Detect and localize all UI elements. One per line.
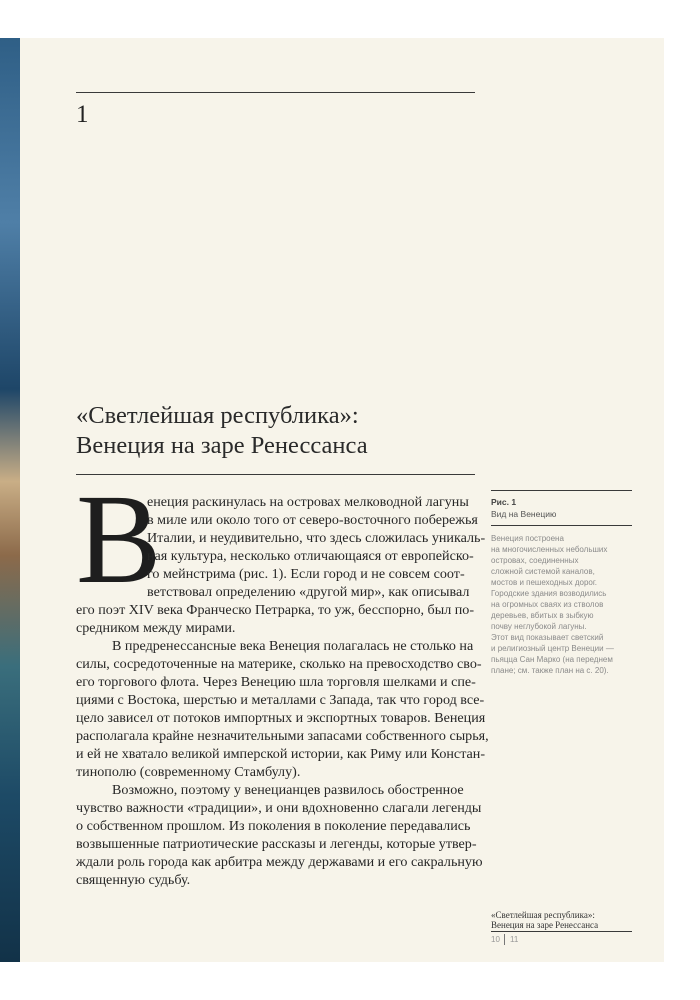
body-line: располагала крайне незначительными запасами собственного сырья, <box>76 728 489 744</box>
body-line: о собственном прошлом. Из поколения в поколение передавались <box>76 818 471 834</box>
body-line: енеция раскинулась на островах мелководной лагуны <box>147 494 469 510</box>
body-line: ветствовал определению «другой мир», как описывал <box>147 584 470 600</box>
page-number-right: 11 <box>510 935 519 944</box>
body-line: ная культура, несколько отличающаяся от европейско- <box>147 548 474 564</box>
footer-rule <box>491 931 632 932</box>
running-head-line-2: Венеция на заре Ренессанса <box>491 920 599 930</box>
body-line: средником между мирами. <box>76 620 236 636</box>
body-line: Возможно, поэтому у венецианцев развилось обостренное <box>112 782 464 798</box>
chapter-title-line-2: Венеция на заре Ренессанса <box>76 432 368 459</box>
page-number-left: 10 <box>491 935 500 944</box>
body-line: его поэт XIV века Франческо Петрарка, то уж, бесспорно, был по- <box>76 602 475 618</box>
body-line: и ей не хватало великой имперской истории, как Риму или Констан- <box>76 746 486 762</box>
body-line: возвышенные патриотические рассказы и легенды, которые утвер- <box>76 836 477 852</box>
body-line: цело зависел от потоков импортных и экспортных товаров. Венеция <box>76 710 486 726</box>
venice-photo-edge <box>0 38 20 962</box>
caption-line: деревьев, вбитых в зыбкую <box>491 611 594 620</box>
body-line: силы, сосредоточенные на материке, сколько на превосходство сво- <box>76 656 482 672</box>
caption-line: сложной системой каналов, <box>491 567 595 576</box>
body-line: ждали роль города как арбитра между державами и его сакральную <box>76 854 483 870</box>
body-line: го мейнстрима (рис. 1). Если город и не совсем соот- <box>147 566 465 582</box>
caption-line: пьяцца Сан Марко (на переднем <box>491 655 613 664</box>
caption-line: почву неглубокой лагуны. <box>491 622 587 631</box>
drop-cap: В <box>76 468 162 610</box>
body-line: в миле или около того от северо-восточного побережья <box>147 512 478 528</box>
chapter-rule <box>76 92 475 93</box>
caption-line: Этот вид показывает светский <box>491 633 604 642</box>
caption-rule-top <box>491 490 632 491</box>
body-line: Италии, и неудивительно, что здесь сложилась уникаль- <box>147 530 486 546</box>
caption-line: Городские здания возводились <box>491 589 607 598</box>
body-line: его торгового флота. Через Венецию шла торговля шелками и спе- <box>76 674 476 690</box>
running-head-line-1: «Светлейшая республика»: <box>491 910 595 920</box>
figure-title: Вид на Венецию <box>491 509 557 519</box>
caption-line: и религиозный центр Венеции — <box>491 644 614 653</box>
page-number-separator <box>504 934 505 945</box>
body-line: циями с Востока, шерстью и металлами с Запада, так что город все- <box>76 692 485 708</box>
caption-line: мостов и пешеходных дорог. <box>491 578 598 587</box>
caption-line: на огромных сваях из стволов <box>491 600 604 609</box>
caption-line: плане; см. также план на с. 20). <box>491 666 609 675</box>
caption-rule <box>491 525 632 526</box>
body-line: священную судьбу. <box>76 872 191 888</box>
chapter-title-line-1: «Светлейшая республика»: <box>76 402 359 429</box>
caption-line: на многочисленных небольших <box>491 545 608 554</box>
caption-line: Венеция построена <box>491 534 564 543</box>
caption-line: островах, соединенных <box>491 556 579 565</box>
figure-label: Рис. 1 <box>491 497 517 507</box>
body-line: тинополю (современному Стамбулу). <box>76 764 301 780</box>
body-line: В предренессансные века Венеция полагалась не столько на <box>112 638 474 654</box>
chapter-title <box>76 401 496 461</box>
body-line: чувство важности «традиции», и они вдохновенно слагали легенды <box>76 800 482 816</box>
chapter-number: 1 <box>76 101 89 128</box>
